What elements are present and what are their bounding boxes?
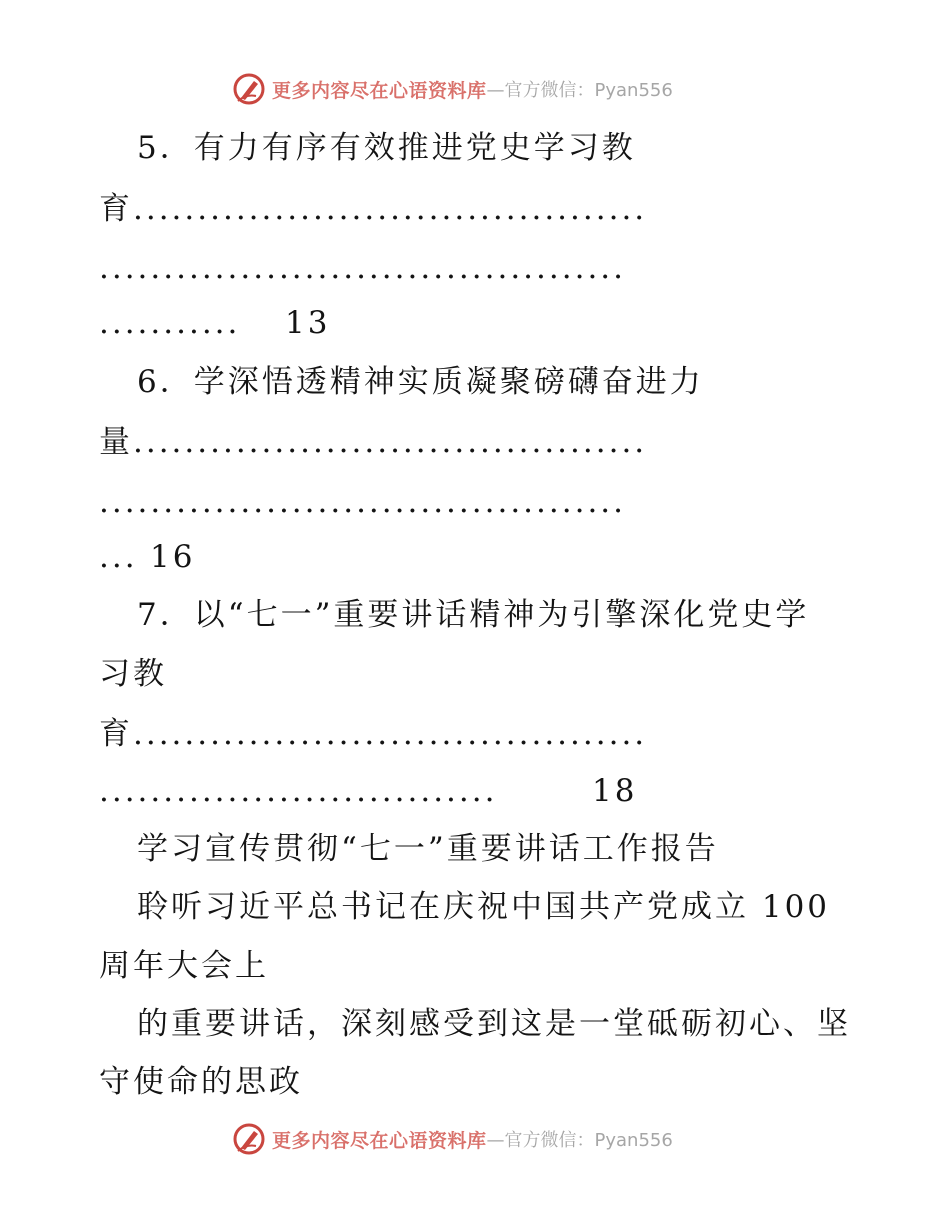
toc-entry-6-leader-1: ........................................ [133,424,648,460]
toc-entry-7-page[interactable]: 18 [592,773,638,809]
report-heading: 学习宣传贯彻“七一”重要讲话工作报告 [137,831,719,867]
watermark-brand-text: 更多内容尽在心语资料库 [272,79,487,102]
watermark-wechat-text: —官方微信：Pyan556 [486,80,673,101]
toc-entry-6-leader-3: ... [99,539,138,575]
toc-entry-7-continuation: 育 [99,716,133,752]
paragraph-1-line-1: 聆听习近平总书记在庆祝中国共产党成立 100 [137,889,831,925]
paragraph-2-line-1: 的重要讲话，深刻感受到这是一堂砥砺初心、坚 [137,1006,851,1042]
toc-entry-5-leader-1: ........................................ [133,191,648,227]
watermark-header [232,72,732,106]
watermark-wechat-text: —官方微信：Pyan556 [486,1130,673,1151]
toc-entry-6-title[interactable]: 6．学深悟透精神实质凝聚磅礴奋进力 [137,364,704,400]
toc-entry-7-leader-2: ............................... [99,773,498,809]
watermark-footer [232,1122,732,1156]
toc-entry-7-title-wrap: 习教 [99,656,167,692]
pen-logo-icon [232,72,266,106]
toc-entry-6-leader-2: ......................................... [99,484,627,520]
toc-entry-5-leader-3: ........... [99,305,241,341]
toc-entry-6-continuation: 量 [99,424,133,460]
toc-entry-6-page[interactable]: 16 [150,539,196,575]
toc-entry-5-title[interactable]: 5．有力有序有效推进党史学习教 [137,130,636,166]
toc-entry-5-page[interactable]: 13 [285,305,331,341]
toc-entry-7-title[interactable]: 7．以“七一”重要讲话精神为引擎深化党史学 [137,597,810,633]
toc-entry-7-leader-1: ........................................ [133,716,648,752]
paragraph-2-line-2: 守使命的思政 [99,1064,303,1100]
toc-entry-5-leader-2: ......................................... [99,250,627,286]
toc-entry-5-continuation: 育 [99,191,133,227]
watermark-brand-text: 更多内容尽在心语资料库 [272,1129,487,1152]
pen-logo-icon [232,1122,266,1156]
paragraph-1-line-2: 周年大会上 [99,948,269,984]
